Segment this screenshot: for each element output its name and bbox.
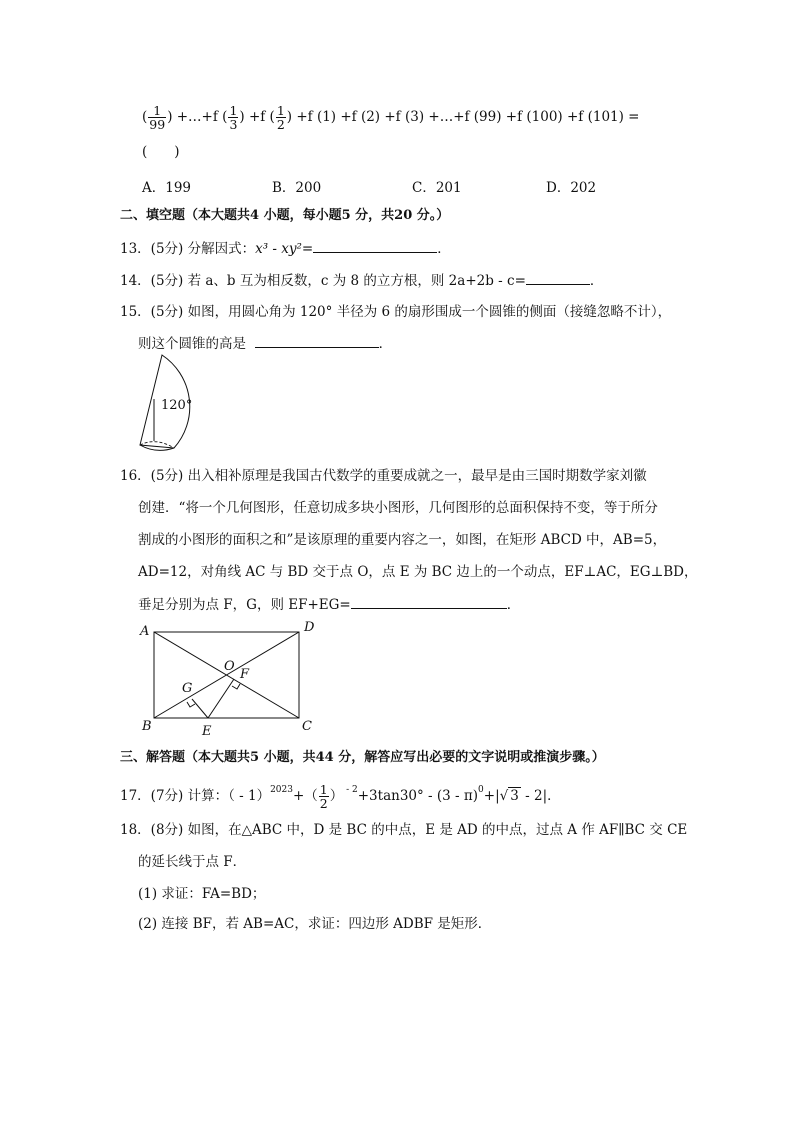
question-17: 17．(7分) 计算：（ - 1）$^{2023}$+（ $\frac{1}{2}$ ） $^{- 2}$+3tan30° - (3 - π)$^0$+|√ 3 - 2|．	[120, 782, 561, 811]
answer-blank[interactable]	[255, 333, 379, 348]
fraction: $\frac{1}{3}$	[229, 103, 238, 132]
q12-answer-paren: ( )	[142, 144, 180, 160]
question-18-sub2: (2) 连接 BF，若 AB=AC，求证：四边形 ADBF 是矩形．	[138, 916, 492, 932]
question-16-line3: 割成的小图形的面积之和”是该原理的重要内容之一，如图，在矩形 ABCD 中，AB=5，	[138, 532, 667, 548]
label-d: D	[304, 620, 315, 635]
q12-option-d: D．202	[546, 180, 597, 196]
q12-expression: ( $\frac{1}{99}$ ) +…+f ( $\frac{1}{3}$ ) +f ( $\frac{1}{2}$ ) +f (1) +f (2) +f (3) +…+f (99) +f (100) +f (101) =	[142, 103, 640, 132]
label-f: F	[240, 667, 250, 682]
fraction: $\frac{1}{99}$	[149, 103, 166, 132]
label-e: E	[202, 724, 212, 739]
label-o: O	[224, 659, 235, 674]
question-18-sub1: (1) 求证：FA=BD；	[138, 886, 266, 902]
question-15-line1: 15．(5分) 如图，用圆心角为 120° 半径为 6 的扇形围成一个圆锥的侧面（接缝忽略不计），	[120, 304, 672, 320]
sector-cone-figure	[136, 355, 216, 455]
label-c: C	[302, 719, 312, 734]
question-18-line2: 的延长线于点 F．	[138, 854, 247, 870]
question-13: 13．(5分) 分解因式：x³ - xy²= ．	[120, 238, 451, 259]
answer-blank[interactable]	[313, 238, 437, 253]
rectangle-figure	[136, 618, 326, 742]
question-16-line4: AD=12，对角线 AC 与 BD 交于点 O，点 E 为 BC 边上的一个动点，EF⊥AC，EG⊥BD，	[138, 564, 698, 580]
angle-label: 120°	[161, 398, 193, 413]
label-a: A	[140, 624, 150, 639]
fraction: $\frac{1}{2}$	[319, 782, 328, 811]
fraction: $\frac{1}{2}$	[276, 103, 285, 132]
label-g: G	[182, 681, 193, 696]
q12-option-a: A．199	[142, 180, 192, 196]
question-16-line2: 创建．“将一个几何图形，任意切成多块小图形，几何图形的总面积保持不变，等于所分	[138, 500, 658, 516]
section-2-heading: 二、填空题（本大题共4 小题，每小题5 分，共20 分。）	[120, 208, 450, 223]
question-18-line1: 18．(8分) 如图，在△ABC 中，D 是 BC 的中点，E 是 AD 的中点，过点 A 作 AF∥BC 交 CE	[120, 822, 688, 838]
q12-option-c: C．201	[412, 180, 462, 196]
section-3-heading: 三、解答题（本大题共5 小题，共44 分，解答应写出必要的文字说明或推演步骤。）	[120, 750, 605, 765]
answer-blank[interactable]	[526, 270, 590, 285]
answer-blank[interactable]	[351, 594, 507, 609]
question-14: 14．(5分) 若 a、b 互为相反数，c 为 8 的立方根，则 2a+2b - c= ．	[120, 270, 603, 291]
q12-option-b: B．200	[272, 180, 322, 196]
question-16-line5: 垂足分别为点 F，G，则 EF+EG= ．	[138, 594, 520, 615]
question-16-line1: 16．(5分) 出入相补原理是我国古代数学的重要成就之一，最早是由三国时期数学家刘徽	[120, 468, 647, 484]
label-b: B	[142, 719, 152, 734]
question-15-line2: 则这个圆锥的高是 ．	[138, 333, 392, 354]
